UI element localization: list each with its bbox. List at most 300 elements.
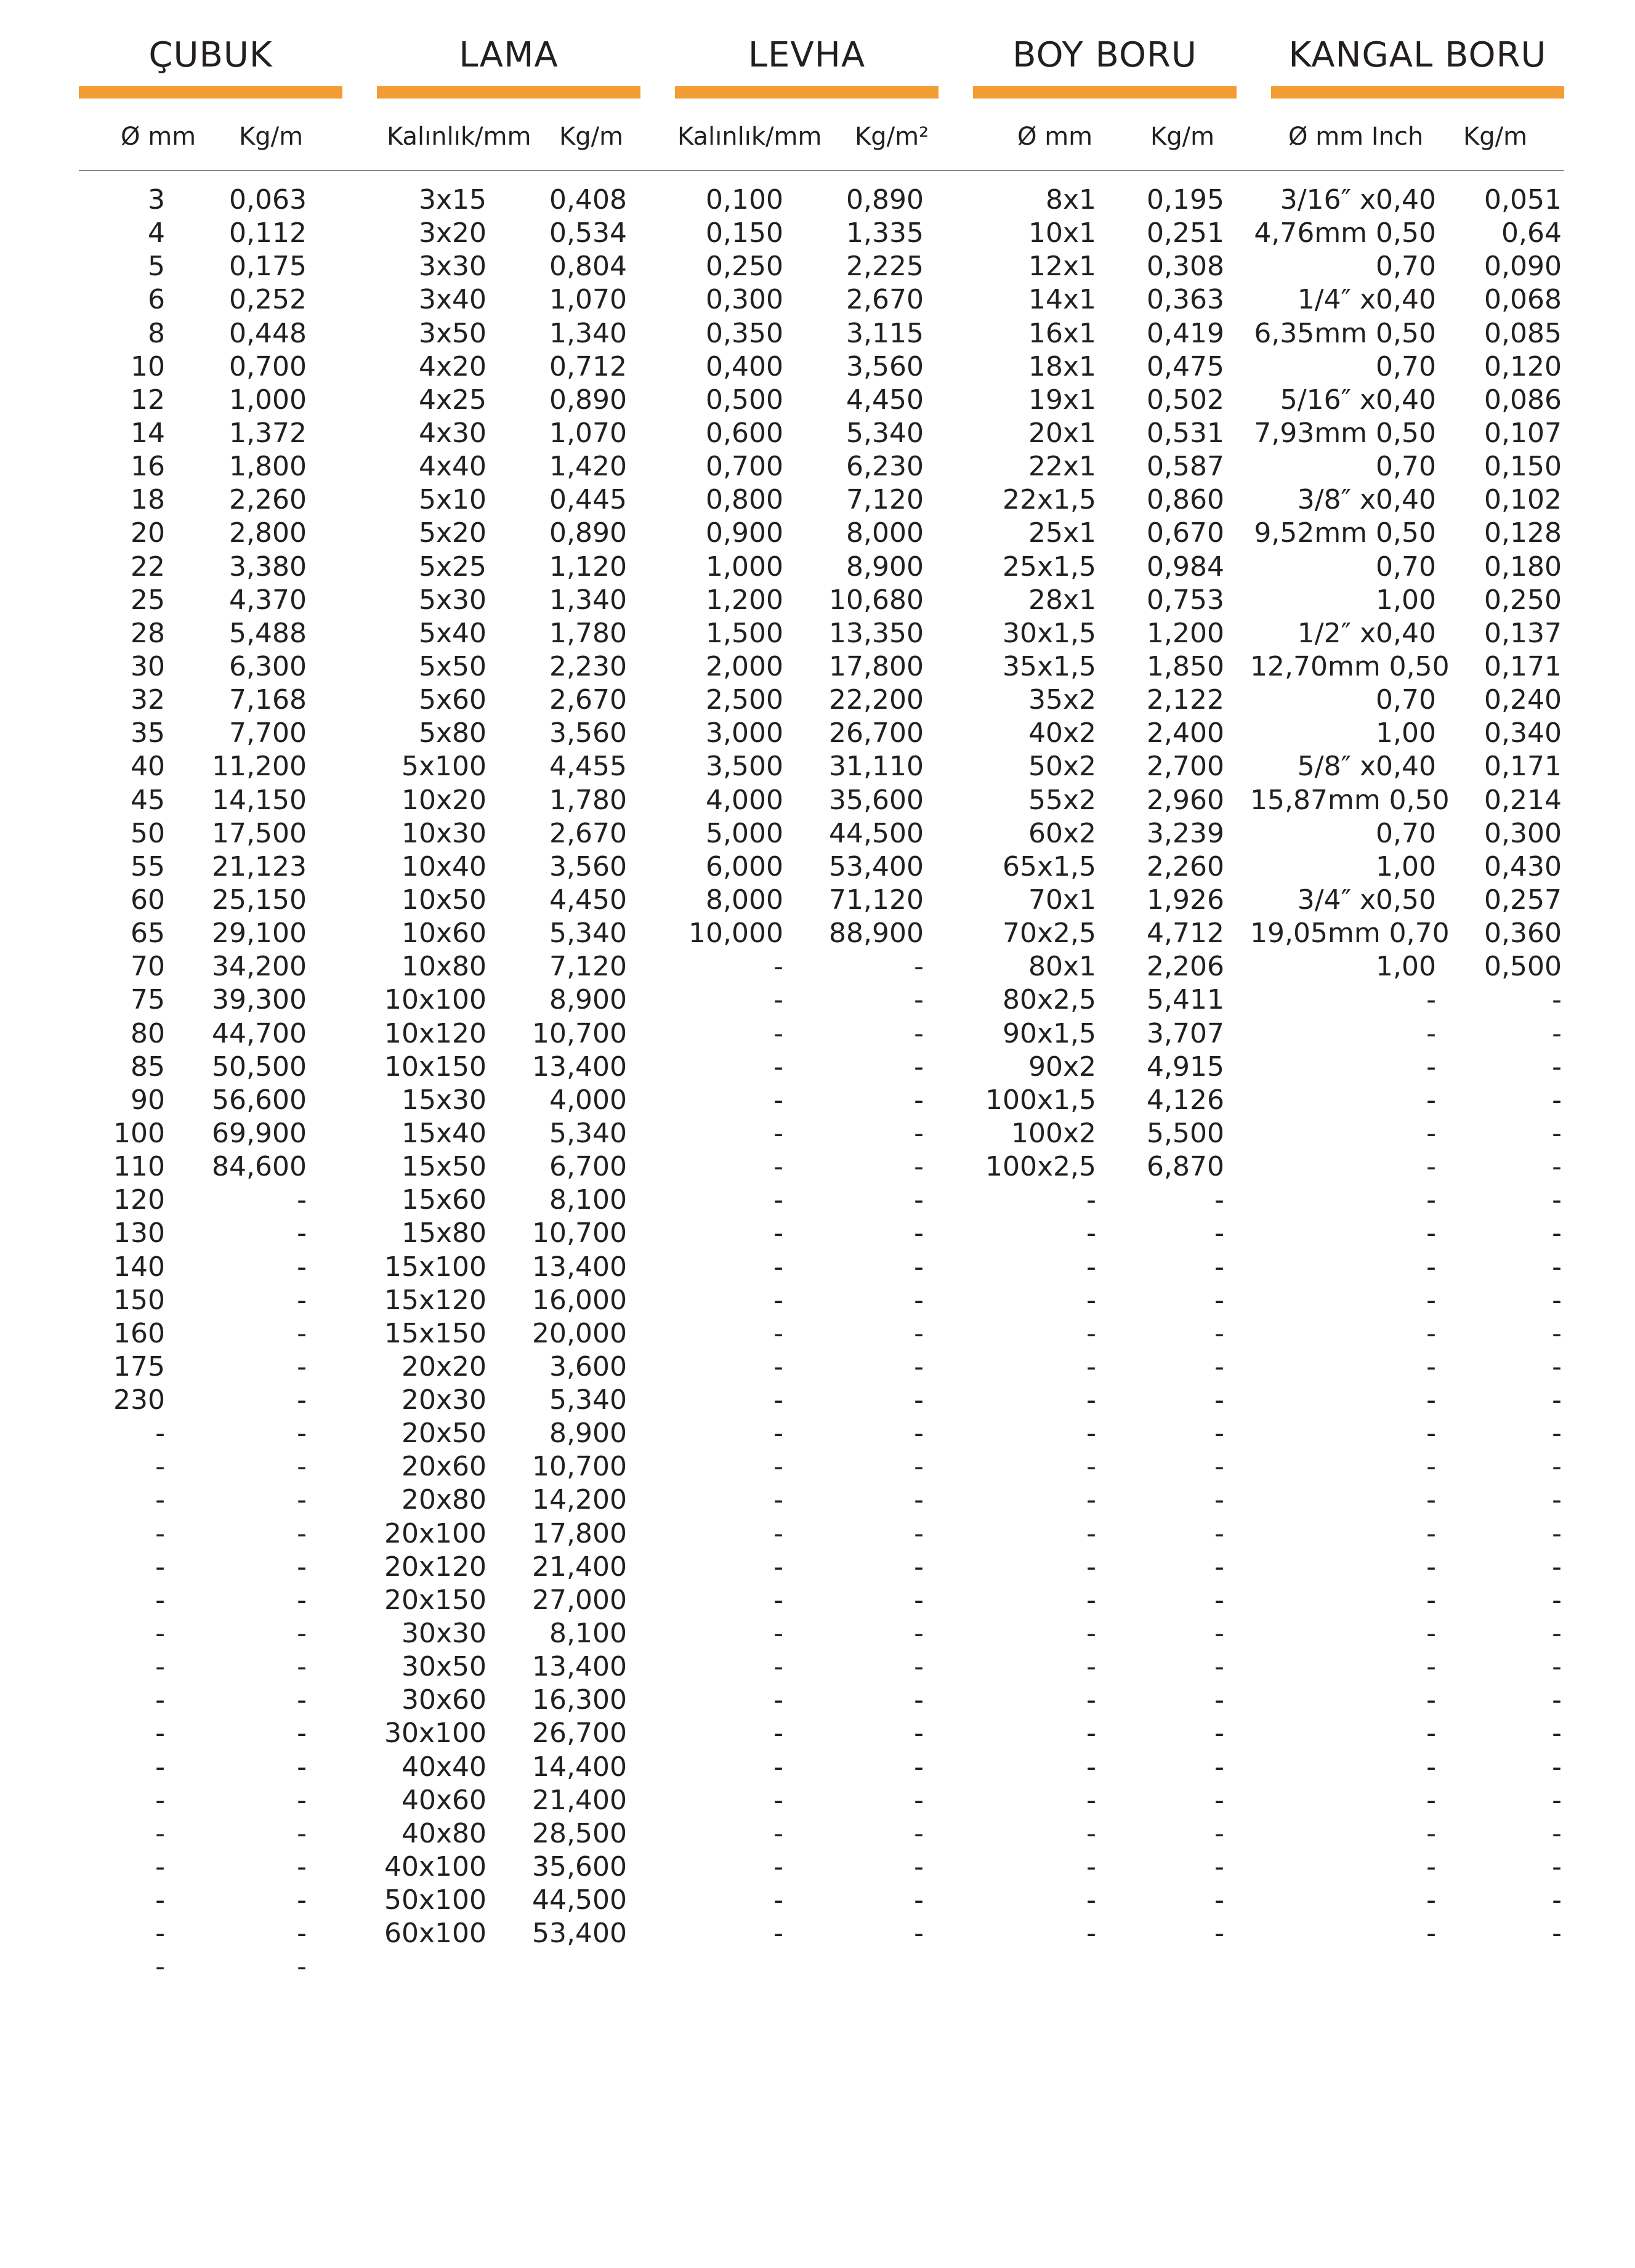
table-cell: 0,670 <box>1147 517 1224 549</box>
table-cell: 0,70 <box>1376 817 1436 849</box>
table-cell: 3,560 <box>549 850 627 882</box>
table-cell: 3x40 <box>418 284 486 316</box>
table-cell: - <box>914 1651 924 1683</box>
table-cell: 15x30 <box>401 1084 486 1116</box>
table-cell: - <box>1426 1651 1436 1683</box>
lama-thickness-column <box>369 184 486 1950</box>
table-cell: 27,000 <box>532 1584 627 1616</box>
table-cell: - <box>1214 1584 1224 1616</box>
table-cell: 1/4″ x0,40 <box>1297 284 1436 316</box>
header-lama-thickness: Kalınlık/mm <box>387 123 531 151</box>
table-cell: 6,35mm 0,50 <box>1254 317 1436 349</box>
table-cell: 1,340 <box>549 584 627 616</box>
table-cell: - <box>1214 1717 1224 1749</box>
table-cell: - <box>773 1251 783 1283</box>
table-cell: 14,150 <box>212 784 307 816</box>
table-cell: 4,455 <box>549 751 627 783</box>
table-cell: 0,700 <box>706 451 783 483</box>
table-cell: - <box>155 1884 165 1916</box>
header-boy-boru-weight: Kg/m <box>1150 123 1215 151</box>
table-cell: - <box>1086 1184 1096 1216</box>
table-cell: - <box>914 1217 924 1249</box>
header-levha-weight: Kg/m² <box>855 123 929 151</box>
table-cell: 2,260 <box>229 484 307 516</box>
table-cell: - <box>1214 1784 1224 1816</box>
table-cell: 4,000 <box>706 784 783 816</box>
table-cell: - <box>155 1551 165 1583</box>
table-cell: 2,960 <box>1147 784 1224 816</box>
table-cell: - <box>1086 1784 1096 1816</box>
table-cell: 35,600 <box>829 784 924 816</box>
header-boy-boru-diameter: Ø mm <box>1017 123 1093 151</box>
table-cell: - <box>1426 1618 1436 1650</box>
table-cell: 3,239 <box>1147 817 1224 849</box>
table-cell: 4,370 <box>229 584 307 616</box>
table-cell: 1,000 <box>229 384 307 416</box>
table-cell: - <box>773 1584 783 1616</box>
table-cell: 0,419 <box>1147 317 1224 349</box>
table-cell: 20x120 <box>384 1551 486 1583</box>
table-cell: 19x1 <box>1028 384 1096 416</box>
table-cell: 0,214 <box>1484 784 1562 816</box>
table-cell: 22x1 <box>1028 451 1096 483</box>
table-cell: - <box>914 1918 924 1950</box>
table-cell: 10x120 <box>384 1017 486 1049</box>
table-cell: 1,780 <box>549 784 627 816</box>
table-cell: 0,700 <box>229 350 307 382</box>
table-cell: - <box>297 1951 307 1983</box>
table-cell: - <box>297 1684 307 1716</box>
table-cell: 10,700 <box>532 1017 627 1049</box>
table-cell: - <box>1426 1918 1436 1950</box>
table-cell: 70x1 <box>1028 884 1096 916</box>
table-cell: - <box>1214 1918 1224 1950</box>
table-cell: - <box>1086 1284 1096 1316</box>
table-cell: 40x40 <box>401 1751 486 1783</box>
table-cell: 100x2,5 <box>985 1151 1096 1183</box>
table-cell: 10,000 <box>688 918 783 950</box>
table-cell: - <box>773 1751 783 1783</box>
table-cell: - <box>1426 1317 1436 1349</box>
table-cell: - <box>297 1884 307 1916</box>
kangal-boru-diameter-column <box>1250 184 1450 1950</box>
table-cell: - <box>914 1084 924 1116</box>
table-cell: 7,120 <box>549 951 627 983</box>
table-cell: - <box>297 1851 307 1883</box>
table-cell: 15x40 <box>401 1117 486 1149</box>
table-cell: - <box>297 1817 307 1849</box>
table-cell: - <box>1086 1551 1096 1583</box>
table-cell: - <box>297 1717 307 1749</box>
table-cell: 1,200 <box>706 584 783 616</box>
table-cell: 3,600 <box>549 1350 627 1382</box>
table-cell: 6,870 <box>1147 1151 1224 1183</box>
table-cell: - <box>1214 1817 1224 1849</box>
levha-thickness-column <box>675 184 783 1950</box>
table-cell: 80x2,5 <box>1002 984 1096 1016</box>
table-cell: 5,340 <box>549 918 627 950</box>
header-kangal-boru-diameter: Ø mm Inch <box>1288 123 1424 151</box>
table-cell: 20x20 <box>401 1350 486 1382</box>
table-cell: 110 <box>113 1151 165 1183</box>
table-cell: - <box>155 1651 165 1683</box>
table-cell: 35 <box>131 717 165 749</box>
table-cell: 5,340 <box>549 1384 627 1416</box>
table-cell: 20x60 <box>401 1451 486 1483</box>
table-cell: - <box>297 1184 307 1216</box>
levha-weight-column <box>813 184 924 1950</box>
table-cell: 14x1 <box>1028 284 1096 316</box>
table-cell: - <box>1086 1584 1096 1616</box>
table-cell: - <box>1426 1584 1436 1616</box>
table-cell: 40 <box>131 751 165 783</box>
table-cell: 2,500 <box>706 684 783 716</box>
table-cell: - <box>914 1251 924 1283</box>
table-cell: 13,400 <box>532 1651 627 1683</box>
table-cell: - <box>1214 1184 1224 1216</box>
table-cell: 0,400 <box>706 350 783 382</box>
table-cell: - <box>773 1684 783 1716</box>
table-cell: - <box>155 1451 165 1483</box>
table-cell: 35x1,5 <box>1002 650 1096 682</box>
table-cell: 3/4″ x0,50 <box>1297 884 1436 916</box>
table-cell: - <box>155 1817 165 1849</box>
table-cell: - <box>914 1418 924 1450</box>
table-cell: - <box>1214 1451 1224 1483</box>
table-cell: - <box>155 1784 165 1816</box>
table-cell: 22,200 <box>829 684 924 716</box>
table-cell: 0,70 <box>1376 684 1436 716</box>
table-cell: - <box>773 1051 783 1083</box>
header-levha-thickness: Kalınlık/mm <box>677 123 822 151</box>
table-cell: 3 <box>148 184 165 216</box>
table-cell: - <box>297 1784 307 1816</box>
table-cell: 2,800 <box>229 517 307 549</box>
table-cell: - <box>1426 1017 1436 1049</box>
table-cell: - <box>773 1017 783 1049</box>
table-cell: - <box>914 1317 924 1349</box>
table-cell: 4,000 <box>549 1084 627 1116</box>
table-cell: - <box>1552 1817 1562 1849</box>
table-cell: 10x20 <box>401 784 486 816</box>
section-title-lama: LAMA <box>459 35 559 75</box>
table-cell: 1,070 <box>549 417 627 449</box>
table-cell: 4,712 <box>1147 918 1224 950</box>
table-cell: - <box>1214 1851 1224 1883</box>
table-cell: 3x30 <box>418 251 486 283</box>
table-cell: - <box>1552 1717 1562 1749</box>
table-cell: - <box>773 1117 783 1149</box>
table-cell: - <box>914 951 924 983</box>
table-cell: 35,600 <box>532 1851 627 1883</box>
table-cell: - <box>1552 1584 1562 1616</box>
table-cell: 2,225 <box>846 251 924 283</box>
table-cell: 15x150 <box>384 1317 486 1349</box>
table-cell: 8,100 <box>549 1618 627 1650</box>
table-cell: 4x25 <box>418 384 486 416</box>
table-cell: 50 <box>131 817 165 849</box>
table-cell: - <box>155 1584 165 1616</box>
table-cell: - <box>914 1151 924 1183</box>
table-cell: 230 <box>113 1384 165 1416</box>
table-cell: - <box>1552 1651 1562 1683</box>
table-cell: 0,250 <box>1484 584 1562 616</box>
table-cell: - <box>297 1517 307 1549</box>
table-cell: 8,000 <box>706 884 783 916</box>
table-cell: - <box>1426 1551 1436 1583</box>
table-cell: 0,804 <box>549 251 627 283</box>
table-cell: 1/2″ x0,40 <box>1297 617 1436 649</box>
table-cell: - <box>297 1751 307 1783</box>
table-cell: - <box>1552 984 1562 1016</box>
table-cell: 0,363 <box>1147 284 1224 316</box>
table-cell: 0,890 <box>846 184 924 216</box>
table-cell: - <box>1086 1451 1096 1483</box>
table-cell: - <box>1552 1317 1562 1349</box>
table-cell: 2,260 <box>1147 850 1224 882</box>
table-cell: 71,120 <box>829 884 924 916</box>
table-cell: 8,900 <box>549 984 627 1016</box>
table-cell: - <box>1086 1918 1096 1950</box>
table-cell: - <box>773 1184 783 1216</box>
table-cell: 17,800 <box>829 650 924 682</box>
table-cell: 15x60 <box>401 1184 486 1216</box>
table-cell: 0,137 <box>1484 617 1562 649</box>
table-cell: - <box>1086 1317 1096 1349</box>
table-cell: 0,900 <box>706 517 783 549</box>
table-cell: 20x80 <box>401 1484 486 1516</box>
table-cell: 15x120 <box>384 1284 486 1316</box>
table-cell: 16 <box>131 451 165 483</box>
table-cell: 3x15 <box>418 184 486 216</box>
table-cell: 6,700 <box>549 1151 627 1183</box>
table-cell: 0,300 <box>1484 817 1562 849</box>
table-cell: 0,240 <box>1484 684 1562 716</box>
table-cell: 1,00 <box>1376 951 1436 983</box>
table-cell: - <box>773 1618 783 1650</box>
table-cell: - <box>773 1084 783 1116</box>
table-cell: 15x50 <box>401 1151 486 1183</box>
table-cell: 10x80 <box>401 951 486 983</box>
table-cell: 4,126 <box>1147 1084 1224 1116</box>
table-cell: - <box>1552 1350 1562 1382</box>
table-cell: 1,850 <box>1147 650 1224 682</box>
table-cell: 4,450 <box>846 384 924 416</box>
table-cell: - <box>773 1551 783 1583</box>
table-cell: 0,180 <box>1484 551 1562 583</box>
table-cell: - <box>773 1151 783 1183</box>
table-cell: 3/16″ x0,40 <box>1280 184 1436 216</box>
table-cell: 0,090 <box>1484 251 1562 283</box>
table-cell: - <box>914 1051 924 1083</box>
table-cell: 5,000 <box>706 817 783 849</box>
table-cell: 0,890 <box>549 384 627 416</box>
table-cell: - <box>155 1517 165 1549</box>
table-cell: 25 <box>131 584 165 616</box>
table-cell: 21,123 <box>212 850 307 882</box>
table-cell: 0,340 <box>1484 717 1562 749</box>
table-cell: - <box>1214 1217 1224 1249</box>
section-title-boy-boru: BOY BORU <box>1012 35 1197 75</box>
table-cell: - <box>297 1551 307 1583</box>
table-cell: 75 <box>131 984 165 1016</box>
table-cell: 14 <box>131 417 165 449</box>
table-cell: 0,195 <box>1147 184 1224 216</box>
table-cell: - <box>297 1317 307 1349</box>
table-cell: 0,051 <box>1484 184 1562 216</box>
table-cell: 8 <box>148 317 165 349</box>
table-cell: 44,500 <box>829 817 924 849</box>
table-cell: 0,70 <box>1376 251 1436 283</box>
table-cell: 2,122 <box>1147 684 1224 716</box>
table-cell: - <box>914 1551 924 1583</box>
table-cell: 10x1 <box>1028 217 1096 249</box>
table-cell: - <box>773 1484 783 1516</box>
table-cell: 5/16″ x0,40 <box>1280 384 1436 416</box>
table-cell: - <box>1552 1084 1562 1116</box>
table-cell: 5,340 <box>549 1117 627 1149</box>
table-cell: - <box>773 1717 783 1749</box>
table-cell: 4x30 <box>418 417 486 449</box>
table-cell: - <box>1086 1618 1096 1650</box>
table-cell: 25x1,5 <box>1002 551 1096 583</box>
table-cell: - <box>1552 1484 1562 1516</box>
table-cell: 3,115 <box>846 317 924 349</box>
table-cell: 20x150 <box>384 1584 486 1616</box>
table-cell: 0,171 <box>1484 751 1562 783</box>
table-cell: 0,252 <box>229 284 307 316</box>
table-cell: - <box>773 1918 783 1950</box>
table-cell: 80 <box>131 1017 165 1049</box>
table-cell: 6,300 <box>229 650 307 682</box>
table-cell: 2,670 <box>549 817 627 849</box>
table-cell: 10,700 <box>532 1451 627 1483</box>
table-cell: 2,206 <box>1147 951 1224 983</box>
table-cell: 12x1 <box>1028 251 1096 283</box>
table-cell: 13,350 <box>829 617 924 649</box>
table-cell: - <box>155 1851 165 1883</box>
table-cell: - <box>1214 1618 1224 1650</box>
table-cell: 39,300 <box>212 984 307 1016</box>
kangal-boru-weight-column <box>1466 184 1562 1950</box>
table-cell: 30 <box>131 650 165 682</box>
table-cell: 2,230 <box>549 650 627 682</box>
table-cell: - <box>1086 1484 1096 1516</box>
table-cell: 0,257 <box>1484 884 1562 916</box>
table-cell: - <box>773 1284 783 1316</box>
table-cell: - <box>297 1618 307 1650</box>
table-cell: 90x1,5 <box>1002 1017 1096 1049</box>
section-bar-levha <box>675 86 939 99</box>
table-cell: - <box>773 1517 783 1549</box>
table-cell: - <box>1552 1851 1562 1883</box>
table-cell: - <box>1552 1784 1562 1816</box>
table-cell: - <box>1552 1918 1562 1950</box>
table-cell: 0,430 <box>1484 850 1562 882</box>
table-cell: 20 <box>131 517 165 549</box>
table-cell: 22 <box>131 551 165 583</box>
table-cell: 80x1 <box>1028 951 1096 983</box>
table-cell: - <box>1552 1684 1562 1716</box>
table-cell: 30x100 <box>384 1717 486 1749</box>
table-cell: - <box>1552 1051 1562 1083</box>
boy-boru-diameter-column <box>973 184 1096 1950</box>
table-cell: - <box>1552 1517 1562 1549</box>
table-cell: - <box>1086 1817 1096 1849</box>
table-cell: 1,00 <box>1376 850 1436 882</box>
table-cell: - <box>914 1851 924 1883</box>
table-cell: 16,000 <box>532 1284 627 1316</box>
table-cell: 60x2 <box>1028 817 1096 849</box>
table-cell: - <box>914 1884 924 1916</box>
table-cell: 160 <box>113 1317 165 1349</box>
table-cell: 16x1 <box>1028 317 1096 349</box>
table-cell: 25x1 <box>1028 517 1096 549</box>
table-cell: - <box>773 951 783 983</box>
table-cell: 1,00 <box>1376 717 1436 749</box>
table-cell: 16,300 <box>532 1684 627 1716</box>
table-cell: - <box>155 1618 165 1650</box>
table-cell: 0,112 <box>229 217 307 249</box>
table-cell: - <box>1426 1184 1436 1216</box>
section-bar-kangal-boru <box>1271 86 1564 99</box>
table-cell: 60x100 <box>384 1918 486 1950</box>
table-cell: 0,712 <box>549 350 627 382</box>
table-cell: 20x100 <box>384 1517 486 1549</box>
table-cell: - <box>1086 1217 1096 1249</box>
table-cell: - <box>773 1451 783 1483</box>
table-cell: 85 <box>131 1051 165 1083</box>
table-cell: 15x80 <box>401 1217 486 1249</box>
table-cell: 40x60 <box>401 1784 486 1816</box>
table-cell: 0,175 <box>229 251 307 283</box>
table-cell: - <box>1426 1751 1436 1783</box>
table-cell: 2,670 <box>846 284 924 316</box>
table-cell: - <box>1426 1051 1436 1083</box>
table-cell: 0,308 <box>1147 251 1224 283</box>
table-cell: 1,500 <box>706 617 783 649</box>
table-cell: 5,500 <box>1147 1117 1224 1149</box>
table-cell: - <box>914 1784 924 1816</box>
table-cell: 9,52mm 0,50 <box>1254 517 1436 549</box>
table-cell: 0,753 <box>1147 584 1224 616</box>
table-cell: 100 <box>113 1117 165 1149</box>
table-cell: 44,500 <box>532 1884 627 1916</box>
table-cell: 6,000 <box>706 850 783 882</box>
table-cell: - <box>773 984 783 1016</box>
table-cell: 4,915 <box>1147 1051 1224 1083</box>
table-cell: 14,200 <box>532 1484 627 1516</box>
table-cell: 20x30 <box>401 1384 486 1416</box>
table-cell: 44,700 <box>212 1017 307 1049</box>
table-cell: 5x30 <box>418 584 486 616</box>
table-cell: - <box>773 1817 783 1849</box>
table-cell: 0,984 <box>1147 551 1224 583</box>
table-cell: - <box>1214 1884 1224 1916</box>
table-cell: 18 <box>131 484 165 516</box>
table-cell: - <box>1552 1217 1562 1249</box>
table-cell: 1,200 <box>1147 617 1224 649</box>
table-cell: - <box>1552 1451 1562 1483</box>
table-cell: - <box>1086 1384 1096 1416</box>
table-cell: 3,560 <box>846 350 924 382</box>
table-cell: 15x100 <box>384 1251 486 1283</box>
table-cell: - <box>914 1350 924 1382</box>
table-cell: 0,120 <box>1484 350 1562 382</box>
table-cell: - <box>914 1384 924 1416</box>
cubuk-weight-column <box>197 184 307 1984</box>
table-cell: - <box>914 1751 924 1783</box>
